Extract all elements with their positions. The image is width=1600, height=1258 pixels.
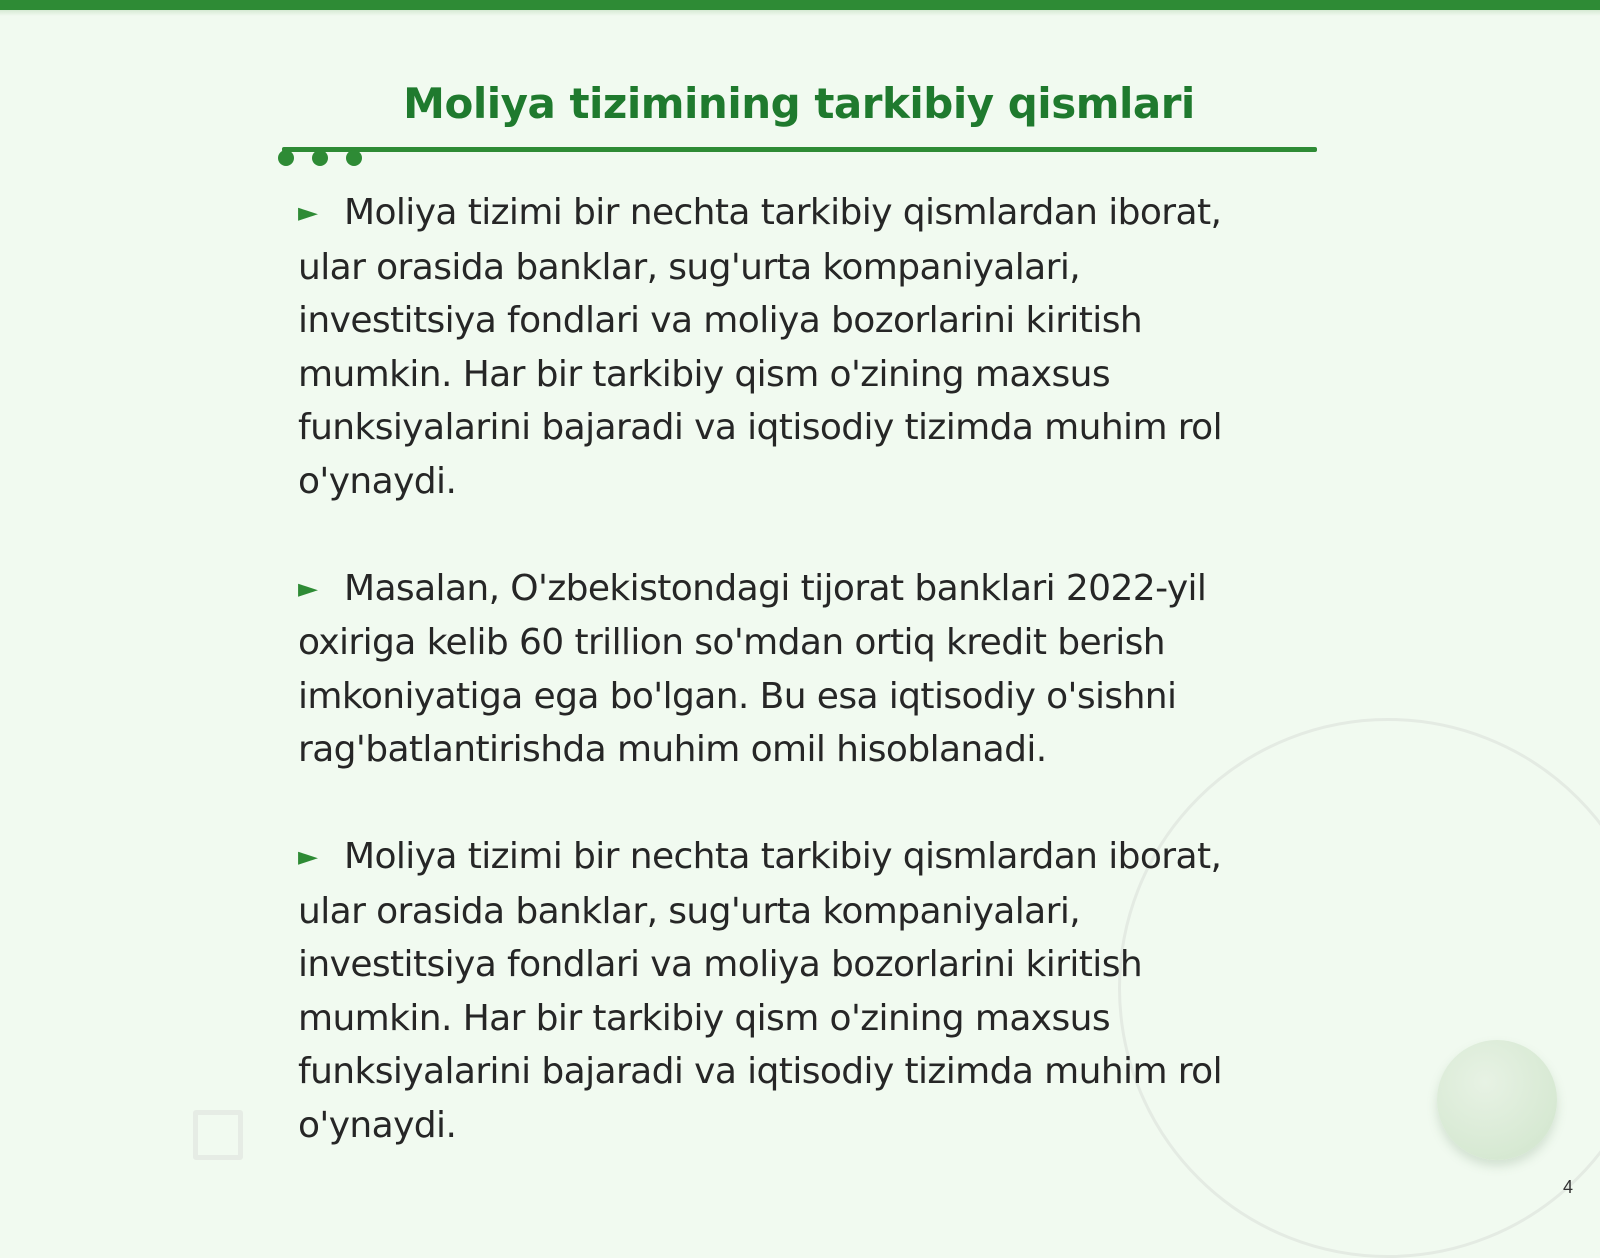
bullet-arrow-icon: ► [298,573,318,604]
decorative-square [193,1110,243,1160]
bullet-arrow-icon: ► [298,198,318,228]
bullet-item-1 [298,186,1268,508]
bullet-item-2 [298,562,1268,777]
decorative-circle [1437,1040,1557,1160]
page-number: 4 [1562,1177,1573,1197]
underline-dot-2 [312,150,328,166]
bullet-list [298,186,1268,1152]
title-underline [282,147,1317,152]
bullet-item-3 [298,830,1268,1152]
bullet-text: Moliya tizimi bir nechta tarkibiy qismlardan iborat, ular orasida banklar, sug'urta kompaniyalari, investitsiya fondlari va moliya bozorlarini kiritish mumkin. Har bir tarkibiy qism o'zining maxsus funksiyalarini bajaradi va iqtisodiy tizimda muhim rol o'ynaydi. [298,192,1222,502]
underline-dot-1 [278,150,294,166]
slide-title: Moliya tizimining tarkibiy qismlari [403,79,1195,128]
top-bar-shadow [0,10,1600,16]
top-accent-bar [0,0,1600,10]
bullet-arrow-icon: ► [298,842,318,872]
underline-dot-3 [346,150,362,166]
bullet-text: Moliya tizimi bir nechta tarkibiy qismlardan iborat, ular orasida banklar, sug'urta kompaniyalari, investitsiya fondlari va moliya bozorlarini kiritish mumkin. Har bir tarkibiy qism o'zining maxsus funksiyalarini bajaradi va iqtisodiy tizimda muhim rol o'ynaydi. [298,836,1222,1146]
bullet-text: Masalan, O'zbekistondagi tijorat banklari 2022-yil oxiriga kelib 60 trillion so'mdan ortiq kredit berish imkoniyatiga ega bo'lgan. Bu esa iqtisodiy o'sishni rag'batlantirishda muhim omil hisoblanadi. [298,567,1207,770]
